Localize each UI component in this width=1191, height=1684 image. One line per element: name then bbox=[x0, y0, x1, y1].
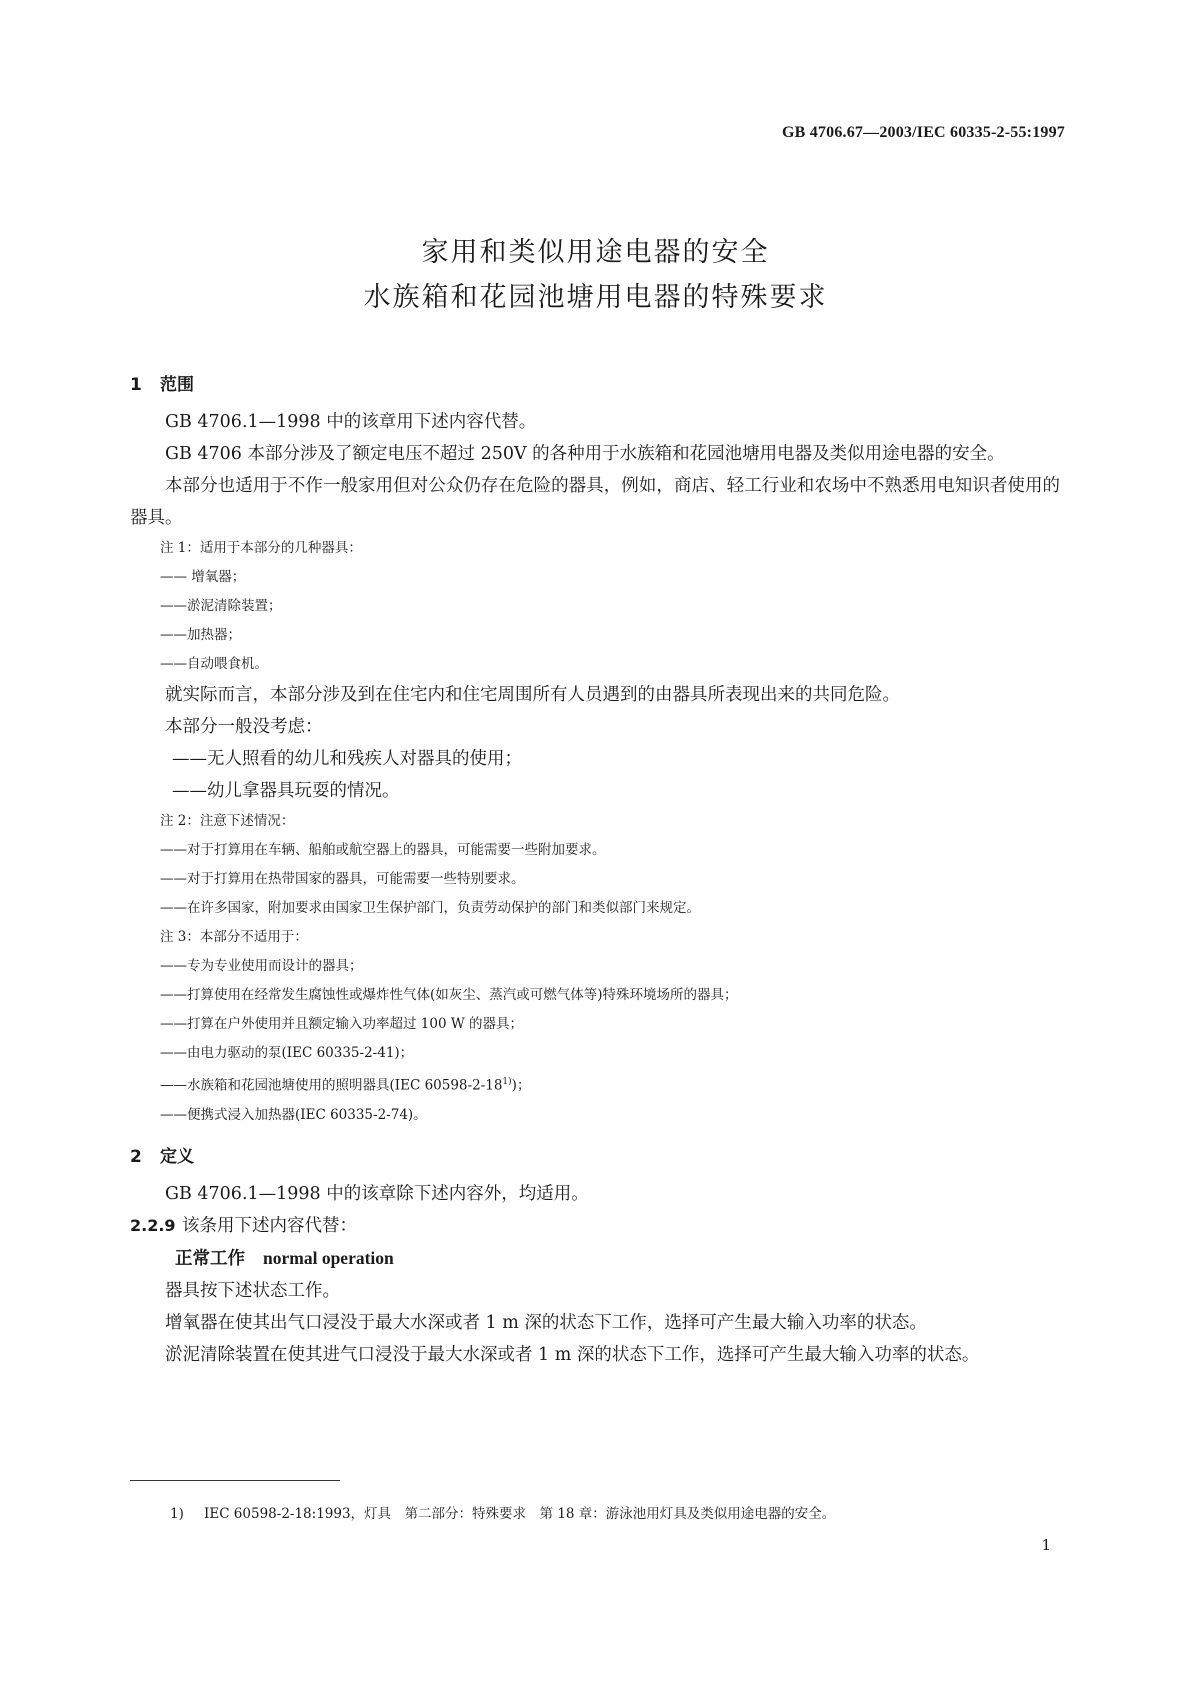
footnote bbox=[170, 1502, 835, 1522]
paragraph: 器具按下述状态工作。 bbox=[165, 1280, 340, 1301]
note-item: ——打算使用在经常发生腐蚀性或爆炸性气体(如灰尘、蒸汽或可燃气体等)特殊环境场所的器具； bbox=[160, 987, 738, 1003]
paragraph: 本部分也适用于不作一般家用但对公众仍存在危险的器具，例如，商店、轻工行业和农场中不熟悉用电知识者使用的器具。 bbox=[130, 476, 1060, 528]
document-body bbox=[130, 372, 1060, 1371]
section-title: 范围 bbox=[160, 375, 194, 395]
term-zh: 正常工作 bbox=[175, 1248, 245, 1269]
note-item-tail: )； bbox=[511, 1077, 531, 1094]
footnote-text: IEC 60598-2-18:1993，灯具 第二部分：特殊要求 第 18 章：游泳池用灯具及类似用途电器的安全。 bbox=[204, 1506, 836, 1522]
term-en: normal operation bbox=[263, 1247, 394, 1268]
list-item: ——无人照看的幼儿和残疾人对器具的使用； bbox=[172, 749, 522, 769]
note-item: —— 增氧器； bbox=[160, 569, 246, 585]
clause-number: 2.2.9 bbox=[130, 1215, 176, 1235]
section-number: 2 bbox=[130, 1146, 142, 1167]
note-item: ——自动喂食机。 bbox=[160, 656, 268, 672]
note-item: ——淤泥清除装置； bbox=[160, 598, 282, 614]
note-label: 注 1：适用于本部分的几种器具： bbox=[160, 540, 362, 556]
term-definition bbox=[130, 1242, 1060, 1275]
standard-code: GB 4706.67—2003/IEC 60335-2-55:1997 bbox=[782, 124, 1065, 141]
paragraph: 本部分一般没考虑： bbox=[165, 717, 323, 737]
paragraph: GB 4706 本部分涉及了额定电压不超过 250V 的各种用于水族箱和花园池塘用电器及类似用途电器的安全。 bbox=[165, 444, 1005, 464]
footnote-divider bbox=[130, 1480, 340, 1481]
footnote-ref[interactable]: 1) bbox=[502, 1077, 512, 1087]
clause-text: 该条用下述内容代替： bbox=[182, 1215, 357, 1236]
note-item: ——对于打算用在热带国家的器具，可能需要一些特别要求。 bbox=[160, 871, 525, 887]
note-item: ——对于打算用在车辆、船舶或航空器上的器具，可能需要一些附加要求。 bbox=[160, 842, 606, 858]
footnote-mark: 1) bbox=[170, 1506, 184, 1522]
note-item: ——专为专业使用而设计的器具； bbox=[160, 958, 363, 974]
section-1-heading bbox=[130, 372, 1060, 398]
note-item: ——由电力驱动的泵(IEC 60335-2-41)； bbox=[160, 1045, 414, 1061]
paragraph: GB 4706.1—1998 中的该章用下述内容代替。 bbox=[165, 412, 537, 432]
note-item: ——加热器； bbox=[160, 627, 241, 643]
page-number: 1 bbox=[1041, 1536, 1051, 1554]
paragraph: 增氧器在使其出气口浸没于最大水深或者 1 m 深的状态下工作，选择可产生最大输入功率的状态。 bbox=[165, 1312, 927, 1333]
section-2-heading bbox=[130, 1144, 1060, 1170]
note-item-text: ——水族箱和花园池塘使用的照明器具(IEC 60598-2-18 bbox=[160, 1077, 503, 1094]
note-item: ——便携式浸入加热器(IEC 60335-2-74)。 bbox=[160, 1106, 427, 1123]
paragraph: 淤泥清除装置在使其进气口浸没于最大水深或者 1 m 深的状态下工作，选择可产生最大输入功率的状态。 bbox=[165, 1344, 980, 1365]
paragraph: GB 4706.1—1998 中的该章除下述内容外，均适用。 bbox=[165, 1183, 589, 1204]
note-item bbox=[130, 1068, 1060, 1101]
section-number: 1 bbox=[130, 375, 142, 395]
section-title: 定义 bbox=[160, 1146, 194, 1167]
document-title-line2: 水族箱和花园池塘用电器的特殊要求 bbox=[363, 282, 828, 313]
note-label: 注 3：本部分不适用于： bbox=[160, 929, 308, 945]
list-item: ——幼儿拿器具玩耍的情况。 bbox=[172, 781, 400, 801]
note-item: ——打算在户外使用并且额定输入功率超过 100 W 的器具； bbox=[160, 1016, 524, 1032]
document-title-line1: 家用和类似用途电器的安全 bbox=[421, 237, 770, 268]
clause bbox=[130, 1210, 1060, 1242]
paragraph: 就实际而言，本部分涉及到在住宅内和住宅周围所有人员遇到的由器具所表现出来的共同危险。 bbox=[165, 685, 900, 705]
note-label: 注 2：注意下述情况： bbox=[160, 813, 295, 829]
note-item: ——在许多国家，附加要求由国家卫生保护部门，负责劳动保护的部门和类似部门来规定。 bbox=[160, 900, 700, 916]
